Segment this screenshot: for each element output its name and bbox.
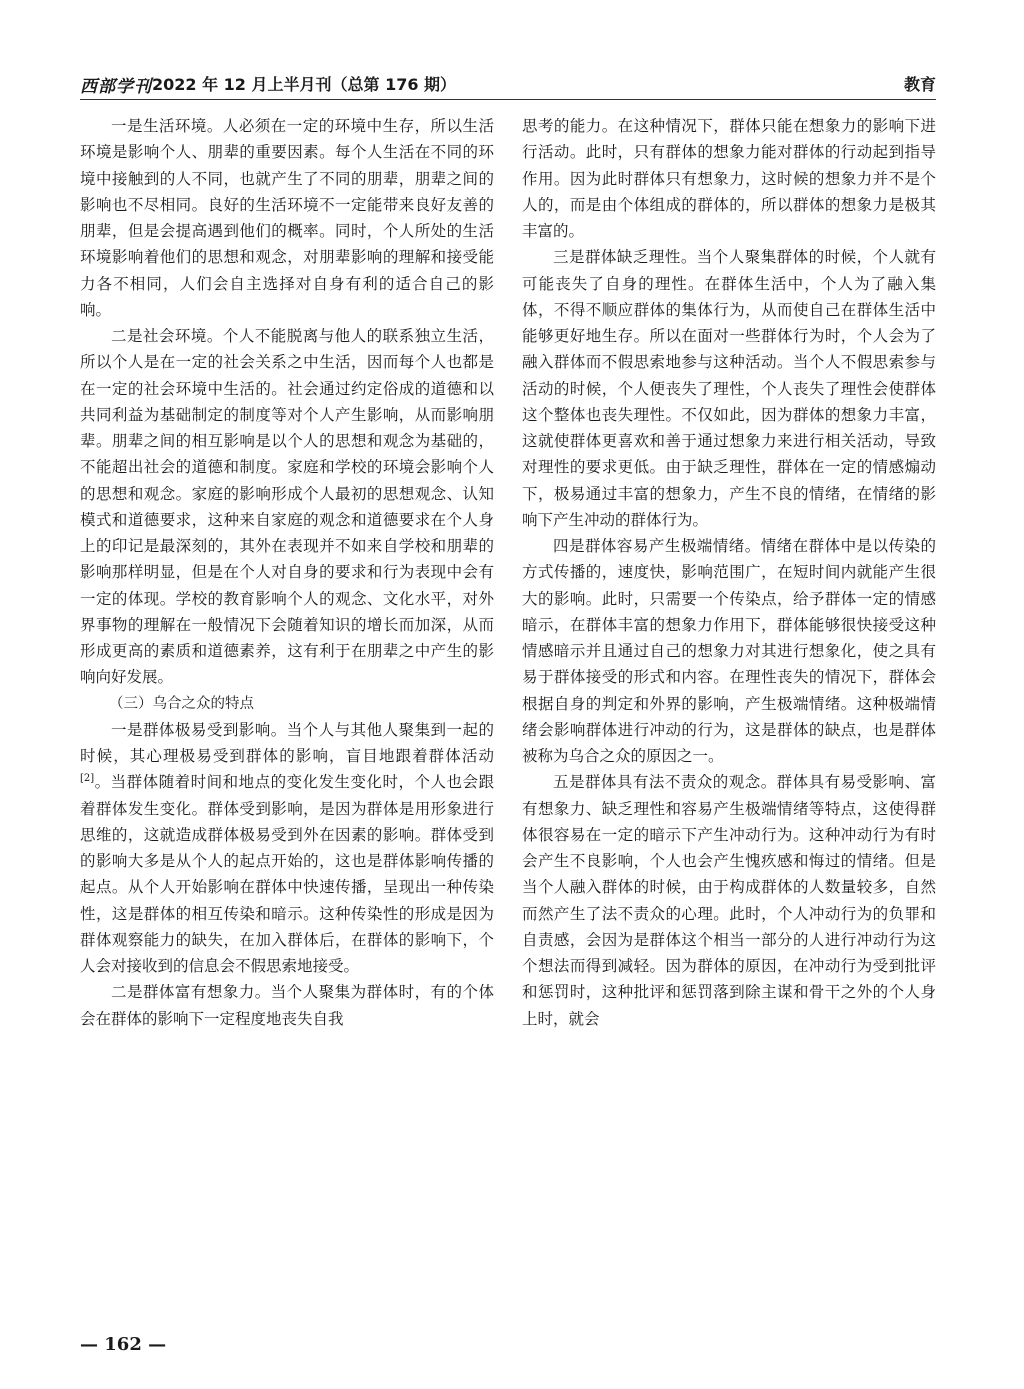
paragraph: 一是生活环境。人必须在一定的环境中生存，所以生活环境是影响个人、朋辈的重要因素。每个人生活在不同的环境中接触到的人不同，也就产生了不同的朋辈，朋辈之间的影响也不尽相同。良好的生活环境不一定能带来良好友善的朋辈，但是会提高遇到他们的概率。同时，个人所处的生活环境影响着他们的思想和观念，对朋辈影响的理解和接受能力各不相同，人们会自主选择对自身有利的适合自己的影响。 [80,117,494,319]
issue-info: 2022 年 12 月上半月刊（总第 176 期） [152,75,457,94]
journal-logo: 西部学刊 [80,77,152,97]
page-number: — 162 — [80,1334,167,1355]
paragraph-text: 。当群体随着时间和地点的变化发生变化时，个人也会跟着群体发生变化。群体受到影响，是因为群体是用形象进行思维的，这就造成群体极易受到外在因素的影响。群体受到的影响大多是从个人的起点开始的，这也是群体影响传播的起点。从个人开始影响在群体中快速传播，呈现出一种传染性，这是群体的相互传染和暗示。这种传染性的形成是因为群体观察能力的缺失，在加入群体后，在群体的影响下，个人会对接收到的信息会不假思索地接受。 [80,773,494,975]
paragraph-continued: 思考的能力。在这种情况下，群体只能在想象力的影响下进行活动。此时，只有群体的想象力能对群体的行动起到指导作用。因为此时群体只有想象力，这时候的想象力并不是个人的，而是由个体组成的群体的，所以群体的想象力是极其丰富的。 [522,117,936,240]
paragraph-text: 一是群体极易受到影响。当个人与其他人聚集到一起的时候，其心理极易受到群体的影响，盲目地跟着群体活动 [80,720,494,765]
section-name: 教育 [903,75,936,94]
citation-ref[interactable]: [2] [80,773,95,785]
section-subheading: （三）乌合之众的特点 [109,695,254,712]
left-column [80,113,494,1032]
paragraph: 二是社会环境。个人不能脱离与他人的联系独立生活，所以个人是在一定的社会关系之中生活，因而每个人也都是在一定的社会环境中生活的。社会通过约定俗成的道德和以共同利益为基础制定的制度等对个人产生影响，从而影响朋辈。朋辈之间的相互影响是以个人的思想和观念为基础的，不能超出社会的道德和制度。家庭和学校的环境会影响个人的思想和观念。家庭的影响形成个人最初的思想观念、认知模式和道德要求，这种来自家庭的观念和道德要求在个人身上的印记是最深刻的，其外在表现并不如来自学校和朋辈的影响那样明显，但是在个人对自身的要求和行为表现中会有一定的体现。学校的教育影响个人的观念、文化水平，对外界事物的理解在一般情况下会随着知识的增长而加深，从而形成更高的素质和道德素养，这有利于在朋辈之中产生的影响向好发展。 [80,327,494,687]
page-header [80,72,936,100]
paragraph [80,717,494,980]
paragraph: 五是群体具有法不责众的观念。群体具有易受影响、富有想象力、缺乏理性和容易产生极端情绪等特点，这使得群体很容易在一定的暗示下产生冲动行为。这种冲动行为有时会产生不良影响，个人也会产生愧疚感和悔过的情绪。但是当个人融入群体的时候，由于构成群体的人数量较多，自然而然产生了法不责众的心理。此时，个人冲动行为的负罪和自责感，会因为是群体这个相当一部分的人进行冲动行为这个想法而得到减轻。因为群体的原因，在冲动行为受到批评和惩罚时，这种批评和惩罚落到除主谋和骨干之外的个人身上时，就会 [522,773,936,1028]
paragraph: 二是群体富有想象力。当个人聚集为群体时，有的个体会在群体的影响下一定程度地丧失自我 [80,983,494,1028]
paragraph: 四是群体容易产生极端情绪。情绪在群体中是以传染的方式传播的，速度快，影响范围广，在短时间内就能产生很大的影响。此时，只需要一个传染点，给予群体一定的情感暗示，在群体丰富的想象力作用下，群体能够很快接受这种情感暗示并且通过自己的想象力对其进行想象化，使之具有易于群体接受的形式和内容。在理性丧失的情况下，群体会根据自身的判定和外界的影响，产生极端情绪。这种极端情绪会影响群体进行冲动的行为，这是群体的缺点，也是群体被称为乌合之众的原因之一。 [522,537,936,765]
right-column [522,113,936,1032]
header-rule [80,99,936,100]
paragraph: 三是群体缺乏理性。当个人聚集群体的时候，个人就有可能丧失了自身的理性。在群体生活中，个人为了融入集体，不得不顺应群体的集体行为，从而使自己在群体生活中能够更好地生存。所以在面对一些群体行为时，个人会为了融入群体而不假思索地参与这种活动。当个人不假思索参与活动的时候，个人便丧失了理性，个人丧失了理性会使群体这个整体也丧失理性。不仅如此，因为群体的想象力丰富，这就使群体更喜欢和善于通过想象力来进行相关活动，导致对理性的要求更低。由于缺乏理性，群体在一定的情感煽动下，极易通过丰富的想象力，产生不良的情绪，在情绪的影响下产生冲动的群体行为。 [522,248,936,529]
